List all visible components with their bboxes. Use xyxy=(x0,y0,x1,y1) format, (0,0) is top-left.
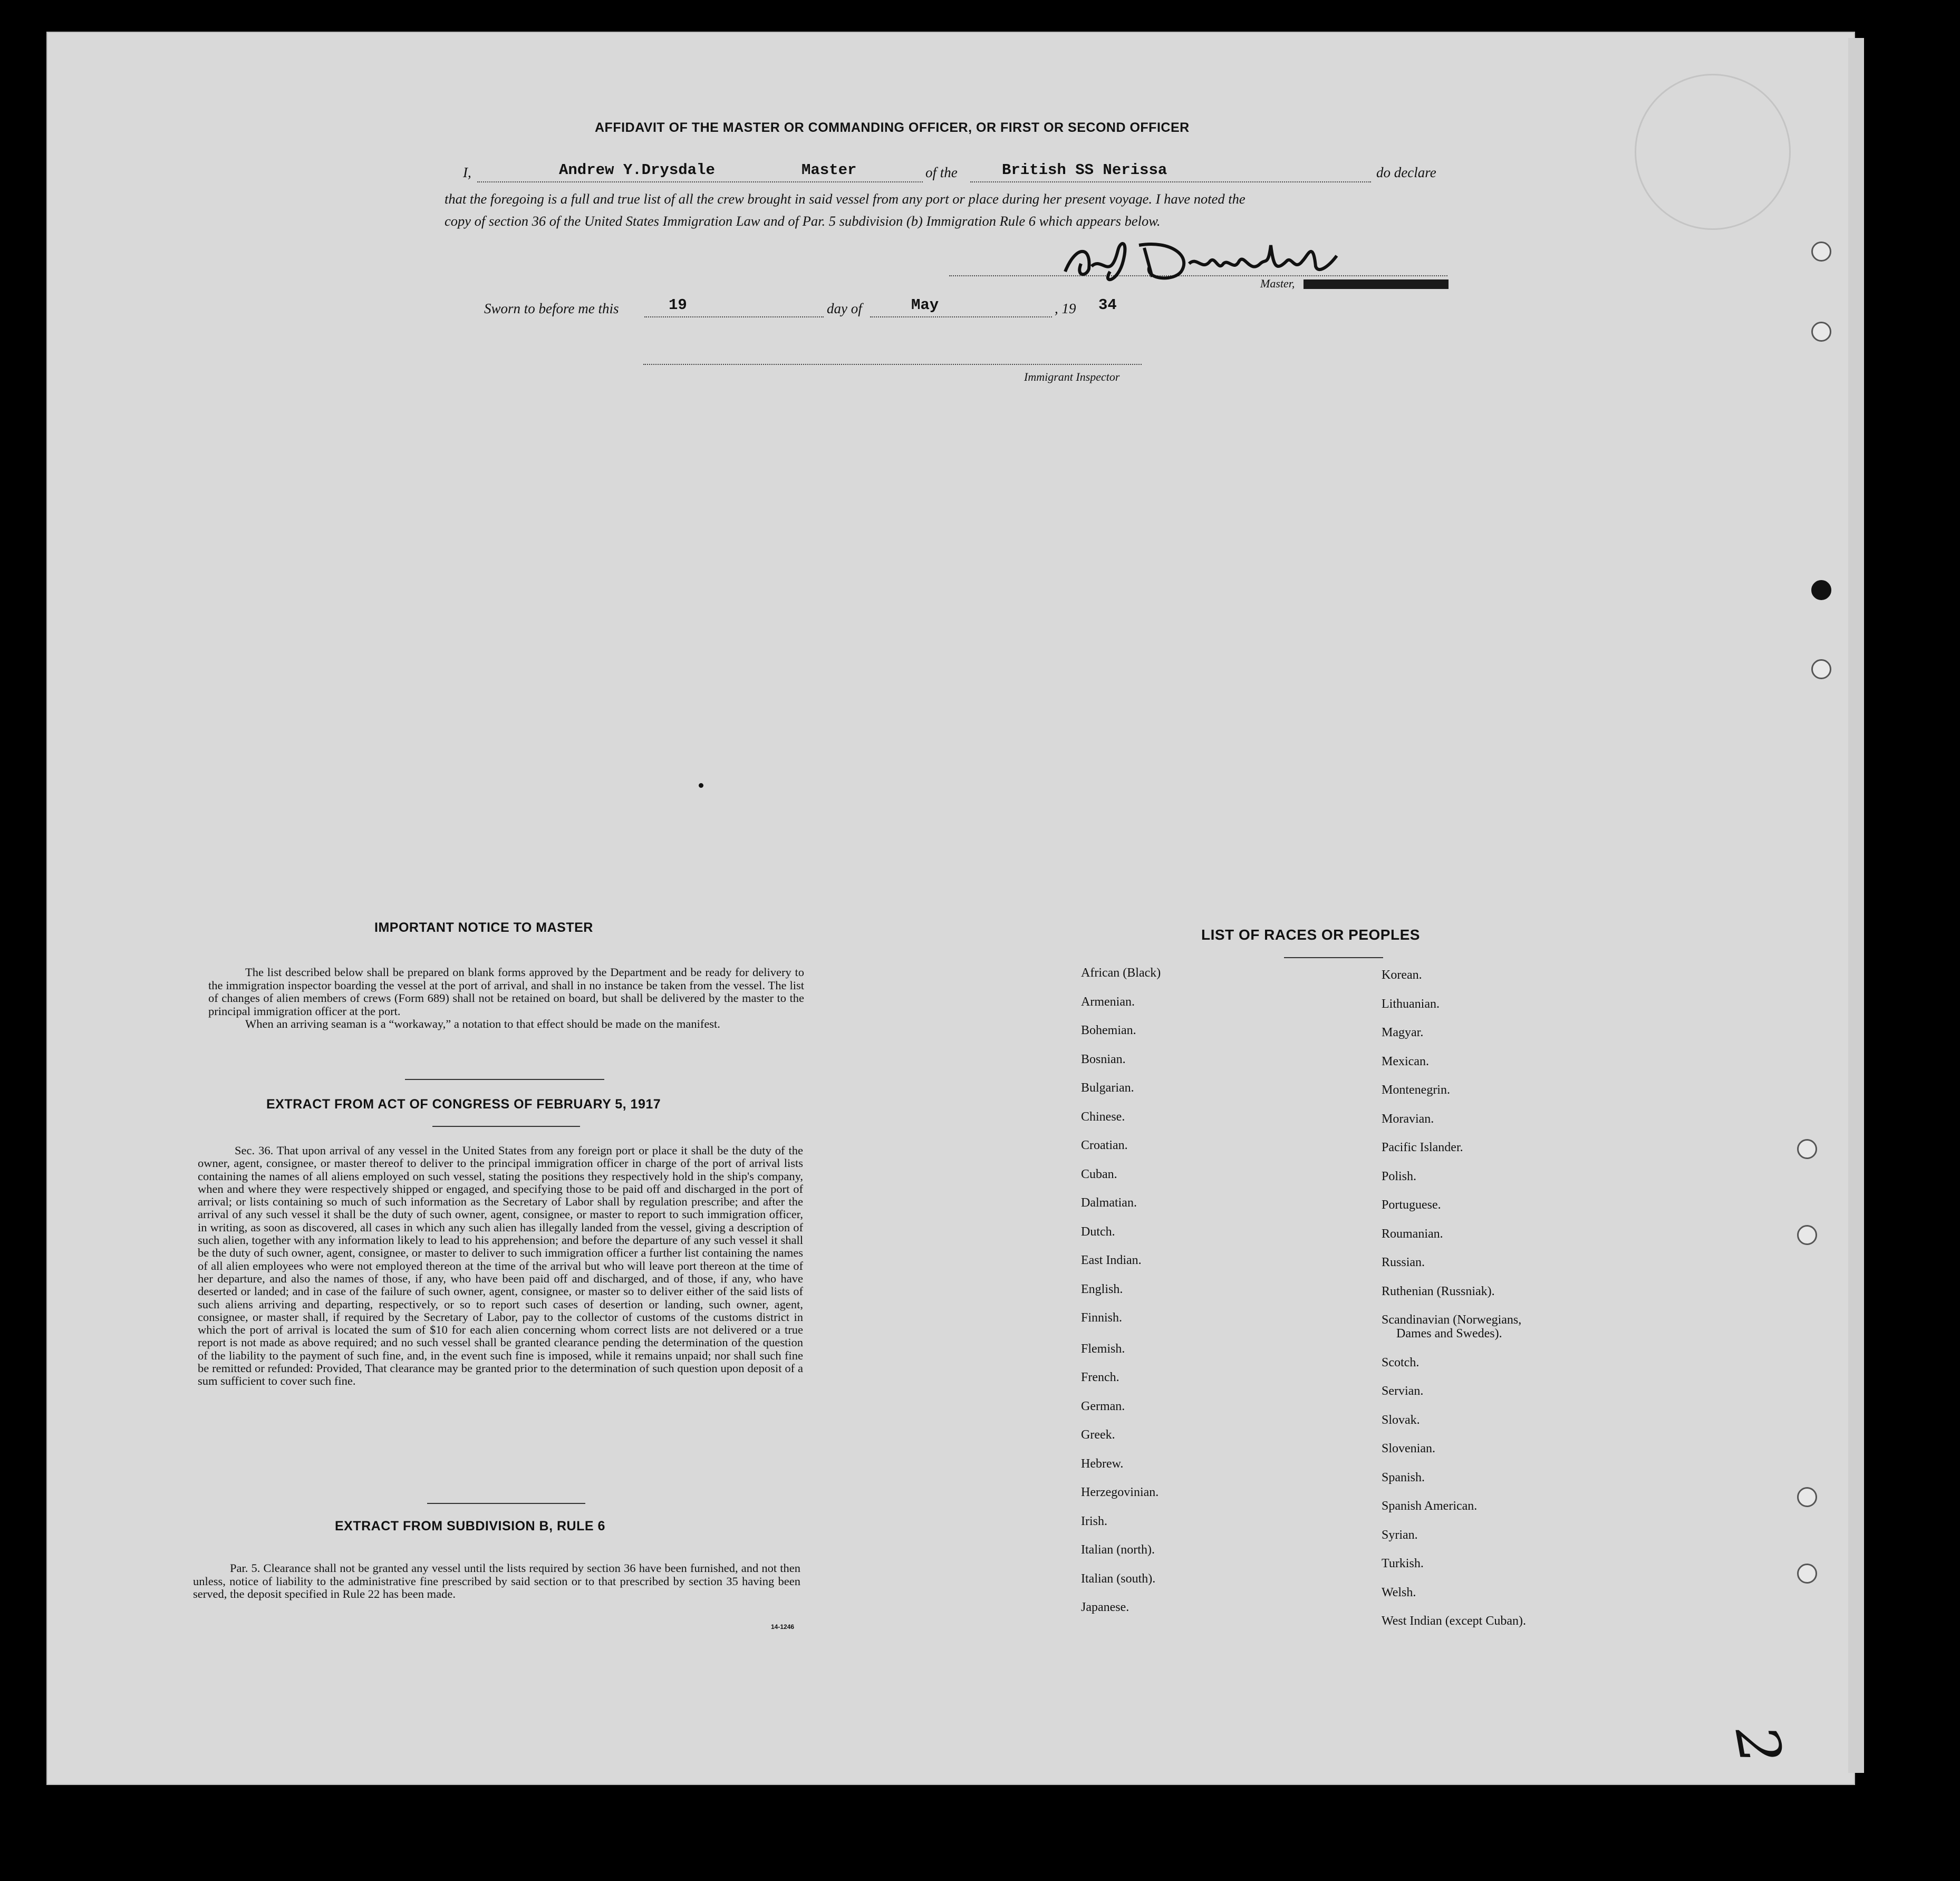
race-entry: Moravian. xyxy=(1382,1112,1434,1126)
notice-title: IMPORTANT NOTICE TO MASTER xyxy=(374,920,593,935)
races-title: LIST OF RACES OR PEOPLES xyxy=(1201,927,1420,943)
section-divider xyxy=(405,1079,604,1080)
race-entry: Spanish. xyxy=(1382,1470,1425,1484)
punch-hole xyxy=(1811,659,1831,679)
punch-hole xyxy=(1797,1225,1817,1245)
race-entry: Slovenian. xyxy=(1382,1442,1435,1455)
master-rank: Master xyxy=(802,161,857,179)
document-page xyxy=(46,32,1855,1785)
section-divider xyxy=(1284,957,1383,958)
race-entry: Magyar. xyxy=(1382,1026,1424,1039)
race-entry: Bulgarian. xyxy=(1081,1081,1134,1095)
month-field-line xyxy=(870,315,1052,317)
race-entry: East Indian. xyxy=(1081,1253,1142,1267)
race-entry: French. xyxy=(1081,1371,1119,1384)
extract-rule-text: Par. 5. Clearance shall not be granted any vessel until the lists required by section 36 have been furnished, and not then unless, notice of liability to the administrative fine prescribed by said section or to that prescribed by section 35 having been served, the deposit specified in Rule 22 has been made. xyxy=(193,1561,800,1600)
race-entry: Montenegrin. xyxy=(1382,1083,1450,1097)
punch-hole xyxy=(1811,242,1831,262)
sworn-label: Sworn to before me this xyxy=(484,301,619,316)
inspector-label: Immigrant Inspector xyxy=(1024,370,1120,383)
race-entry: Bosnian. xyxy=(1081,1052,1126,1066)
race-entry: Irish. xyxy=(1081,1514,1107,1528)
race-entry: Croatian. xyxy=(1081,1139,1128,1152)
race-entry: Pacific Islander. xyxy=(1382,1141,1463,1154)
race-entry: Mexican. xyxy=(1382,1054,1429,1068)
affidavit-body-line1: that the foregoing is a full and true list of all the crew brought in said vessel from any port or place during her present voyage. I have noted the xyxy=(445,191,1245,207)
bleed-through-seal xyxy=(1635,74,1791,230)
race-entry: Slovak. xyxy=(1382,1413,1420,1427)
inspector-signature-line xyxy=(643,363,1142,365)
master-name: Andrew Y.Drysdale xyxy=(559,161,715,179)
race-entry: Japanese. xyxy=(1081,1600,1129,1614)
race-entry: Herzegovinian. xyxy=(1081,1485,1159,1499)
race-entry: Syrian. xyxy=(1382,1528,1418,1542)
extract-act-text: Sec. 36. That upon arrival of any vessel in the United States from any foreign port or place it shall be the duty of the owner, agent, consignee, or master thereof to deliver to the principal immigration officer in charge of the port of arrival lists containing the names of all aliens employed on such vessel, stating the positions they respectively hold in the ship's company, when and where they were respectively shipped or engaged, and specifying those to be paid off and discharged in the port of arrival; or lists containing so much of such information as the Secretary of Labor shall by regulation prescribe; and after the arrival of any such vessel it shall be the duty of such owner, agent, consignee, or master to report to such immigration officer, in writing, as soon as discovered, all cases in which any such alien has illegally landed from the vessel, giving a description of such alien, together with any information likely to lead to his apprehension; and before the departure of any such vessel it shall be the duty of such owner, agent, consignee, or master to deliver to such immigration officer a further list containing the names of all alien employees who were not employed thereon at the time of the arrival but who will leave port thereon at the time of her departure, and also the names of those, if any, who have been paid off and discharged, and of those, if any, who have deserted or landed; and in case of the failure of such owner, agent, consignee, or master so to deliver either of the said lists of such aliens arriving and departing, respectively, or so to report such cases of desertion or landing, such owner, agent, consignee, or master shall, if required by the Secretary of Labor, pay to the collector of customs of the customs district in which the port of arrival is located the sum of $10 for each alien concerning whom correct lists are not delivered or a true report is not made as above required; and no such vessel shall be granted clearance pending the determination of the question of the liability to the payment of such fine, and, in the event such fine is imposed, while it remains unpaid; nor shall such fine be remitted or refunded: Provided, That clearance may be granted prior to the determination of such question upon deposit of a sum sufficient to cover such fine. xyxy=(198,1144,803,1388)
race-entry: Hebrew. xyxy=(1081,1456,1124,1471)
race-entry: English. xyxy=(1081,1282,1123,1296)
race-entry: African (Black) xyxy=(1081,966,1161,980)
page-edge xyxy=(1848,38,1864,1773)
declare-label: do declare xyxy=(1376,165,1436,180)
punch-hole xyxy=(1797,1564,1817,1584)
sworn-month: May xyxy=(911,296,939,314)
punch-hole xyxy=(1811,580,1831,600)
form-number: 14-1246 xyxy=(771,1623,795,1631)
sworn-day: 19 xyxy=(669,296,687,314)
notice-body xyxy=(208,966,804,1031)
race-entry: Russian. xyxy=(1382,1256,1425,1269)
name-field-line xyxy=(477,180,923,182)
race-entry: Spanish American. xyxy=(1382,1499,1478,1513)
race-entry: Italian (south). xyxy=(1081,1571,1156,1586)
of-the-label: of the xyxy=(925,165,958,180)
i-label: I, xyxy=(463,165,471,180)
year-prefix: , 19 xyxy=(1055,301,1076,316)
race-entry: Turkish. xyxy=(1382,1557,1424,1570)
race-entry: Korean. xyxy=(1382,968,1422,982)
race-entry: Servian. xyxy=(1382,1384,1424,1398)
race-entry: Dalmatian. xyxy=(1081,1196,1137,1210)
affidavit-title: AFFIDAVIT OF THE MASTER OR COMMANDING OFFICER, OR FIRST OR SECOND OFFICER xyxy=(595,120,1190,135)
extract-rule-title: EXTRACT FROM SUBDIVISION B, RULE 6 xyxy=(335,1519,605,1533)
race-entry: Lithuanian. xyxy=(1382,997,1440,1011)
notice-paragraph-2: When an arriving seaman is a “workaway,” a notation to that effect should be made on the manifest. xyxy=(245,1017,720,1030)
extract-act-title: EXTRACT FROM ACT OF CONGRESS OF FEBRUARY 5, 1917 xyxy=(266,1097,661,1112)
race-entry: Roumanian. xyxy=(1382,1227,1443,1241)
section-divider xyxy=(427,1503,585,1504)
extract-rule-body xyxy=(193,1562,800,1601)
notice-paragraph-1: The list described below shall be prepared on blank forms approved by the Department and be ready for delivery to the immigration inspector boarding the vessel at the port of arrival, and shall in no instance be taken from the vessel. The list of changes of alien members of crews (Form 689) shall not be retained on board, but shall be delivered by the master to the principal immigration officer at the port. xyxy=(208,966,804,1018)
race-entry: German. xyxy=(1081,1399,1125,1413)
race-entry: Portuguese. xyxy=(1382,1198,1441,1212)
sworn-year: 34 xyxy=(1098,296,1117,314)
extract-act-body xyxy=(198,1144,803,1388)
race-entry: Greek. xyxy=(1081,1428,1115,1442)
vessel-field-line xyxy=(970,180,1371,182)
handwritten-page-mark: 2 xyxy=(1722,1721,1795,1769)
race-entry: Finnish. xyxy=(1081,1311,1123,1325)
race-entry: West Indian (except Cuban). xyxy=(1382,1614,1526,1628)
master-label: Master, xyxy=(1260,277,1295,290)
race-entry: Italian (north). xyxy=(1081,1543,1155,1557)
race-entry: Dutch. xyxy=(1081,1224,1115,1239)
punch-hole xyxy=(1797,1487,1817,1507)
punch-hole xyxy=(1797,1139,1817,1159)
race-entry: Scotch. xyxy=(1382,1355,1420,1369)
day-field-line xyxy=(644,315,824,317)
race-entry: Cuban. xyxy=(1081,1167,1117,1181)
race-entry: Chinese. xyxy=(1081,1110,1125,1124)
race-entry: Dames and Swedes). xyxy=(1396,1327,1502,1340)
vessel-name: British SS Nerissa xyxy=(1002,161,1167,179)
race-entry: Bohemian. xyxy=(1081,1024,1136,1037)
race-entry: Ruthenian (Russniak). xyxy=(1382,1284,1495,1298)
race-entry: Scandinavian (Norwegians, xyxy=(1382,1313,1522,1327)
section-divider xyxy=(432,1126,580,1127)
race-entry: Welsh. xyxy=(1382,1585,1416,1599)
struck-out-text xyxy=(1304,279,1449,289)
race-entry: Polish. xyxy=(1382,1169,1417,1183)
race-entry: Armenian. xyxy=(1081,995,1135,1009)
punch-hole xyxy=(1811,322,1831,342)
day-of-label: day of xyxy=(827,301,862,316)
stray-mark xyxy=(699,783,703,788)
affidavit-body-line2: copy of section 36 of the United States Immigration Law and of Par. 5 subdivision (b) Immigration Rule 6 which appears below. xyxy=(445,213,1161,229)
race-entry: Flemish. xyxy=(1081,1342,1125,1356)
